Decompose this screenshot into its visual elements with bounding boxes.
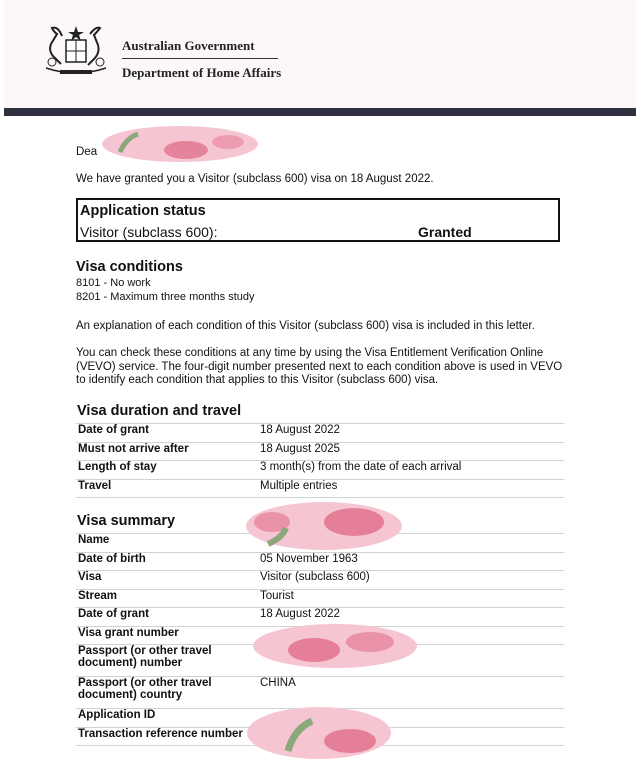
row-label: Passport (or other travel document) country: [76, 677, 256, 709]
header-band: [4, 108, 636, 116]
table-row: [76, 461, 564, 480]
row-label: Passport (or other travel document) number: [76, 645, 256, 677]
visa-conditions-title: Visa conditions: [76, 259, 183, 275]
row-label: Stream: [76, 589, 256, 608]
row-label: Length of stay: [76, 461, 256, 480]
row-label: Visa grant number: [76, 626, 256, 645]
visa-duration-table: [76, 423, 564, 498]
visa-duration-title: Visa duration and travel: [77, 403, 242, 419]
table-row: [76, 552, 564, 571]
redaction-mark: [250, 622, 420, 670]
coat-of-arms-icon: [40, 22, 112, 80]
row-value: Tourist: [256, 589, 564, 608]
conditions-explanation: An explanation of each condition of this Visitor (subclass 600) visa is included in this letter.: [76, 320, 535, 332]
row-value: CHINA: [256, 677, 564, 709]
table-row: [76, 677, 564, 709]
department-name: Department of Home Affairs: [122, 65, 282, 80]
letterhead: [4, 0, 636, 108]
row-value: 3 month(s) from the date of each arrival: [256, 461, 564, 480]
row-value: 18 August 2025: [256, 442, 564, 461]
salutation: Dea: [76, 146, 98, 158]
row-label: Visa: [76, 571, 256, 590]
grant-sentence: We have granted you a Visitor (subclass 600) visa on 18 August 2022.: [76, 173, 434, 185]
row-label: Name: [76, 534, 256, 553]
application-status-title: Application status: [80, 203, 206, 219]
row-label: Date of birth: [76, 552, 256, 571]
row-value: Visitor (subclass 600): [256, 571, 564, 590]
table-row: [76, 571, 564, 590]
visa-summary-title: Visa summary: [77, 513, 176, 529]
visa-type-label: Visitor (subclass 600):: [80, 224, 218, 240]
government-name: Australian Government: [122, 38, 255, 53]
table-row: [76, 479, 564, 498]
application-status-box: [76, 198, 560, 242]
row-value: 05 November 1963: [256, 552, 564, 571]
row-label: Date of grant: [76, 424, 256, 443]
row-value: 18 August 2022: [256, 608, 564, 627]
row-label: Application ID: [76, 709, 256, 728]
table-row: [76, 424, 564, 443]
table-row: [76, 589, 564, 608]
row-value: 18 August 2022: [256, 424, 564, 443]
condition-item: 8201 - Maximum three months study: [76, 291, 255, 303]
row-label: Travel: [76, 479, 256, 498]
redaction-mark: [244, 705, 394, 761]
redaction-mark: [244, 500, 404, 552]
status-value: Granted: [418, 224, 472, 240]
row-label: Transaction reference number: [76, 727, 256, 746]
table-row: [76, 442, 564, 461]
row-label: Must not arrive after: [76, 442, 256, 461]
letterhead-divider: [122, 58, 278, 59]
condition-item: 8101 - No work: [76, 277, 151, 289]
vevo-paragraph: You can check these conditions at any time by using the Visa Entitlement Verification Online (VEVO) service. The four-digit number presented next to each condition above is used in VEVO to identify each condition that applies to this Visitor (subclass 600) visa.: [76, 347, 563, 387]
redaction-mark: [100, 124, 260, 164]
row-value: Multiple entries: [256, 479, 564, 498]
row-label: Date of grant: [76, 608, 256, 627]
